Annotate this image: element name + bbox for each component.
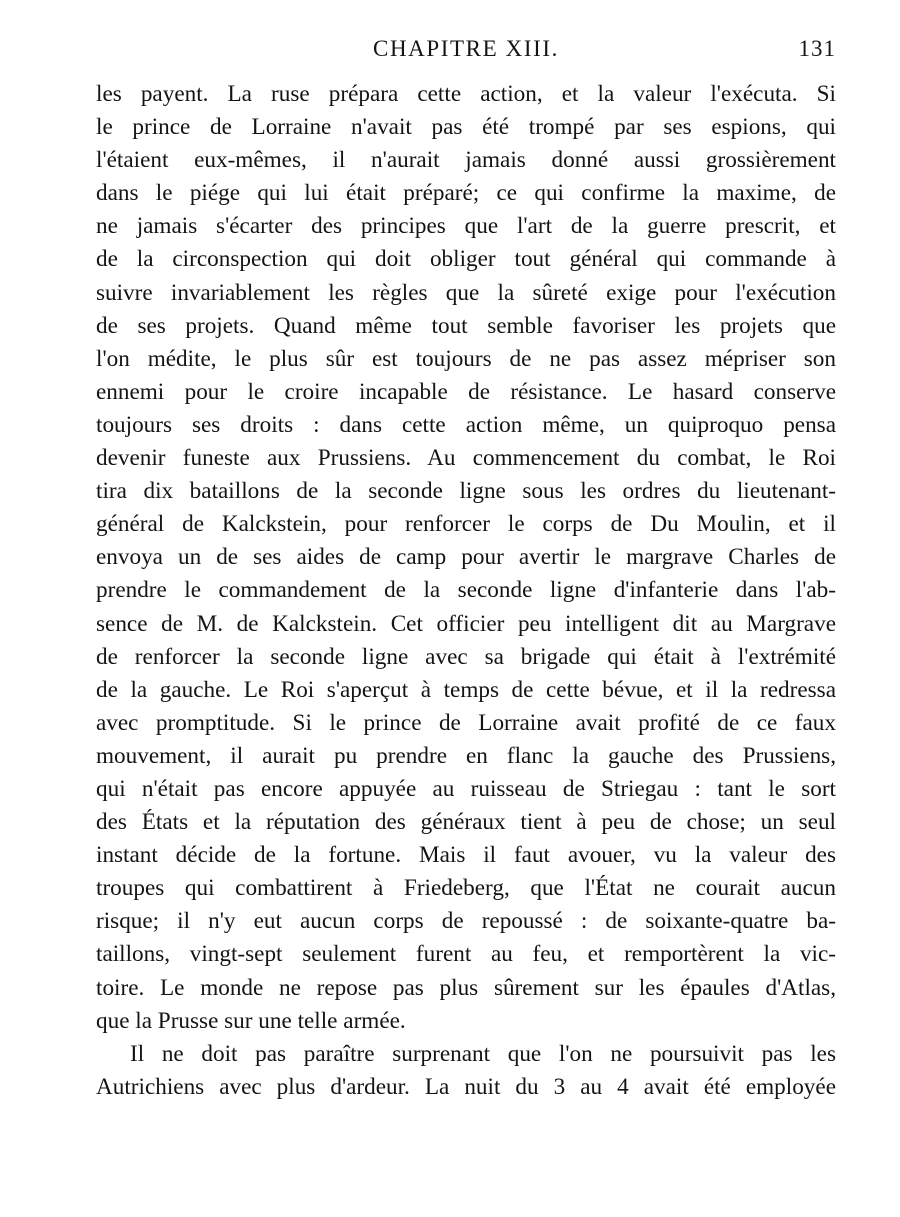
text-line: sence de M. de Kalckstein. Cet officier peu intelligent dit au Margrave — [96, 610, 836, 637]
text-line: de la gauche. Le Roi s'aperçut à temps de cette bévue, et il la redressa — [96, 676, 836, 703]
text-line: toire. Le monde ne repose pas plus sûrement sur les épaules d'Atlas, — [96, 974, 836, 1001]
text-line: troupes qui combattirent à Friedeberg, que l'État ne courait aucun — [96, 875, 836, 902]
text-line: de renforcer la seconde ligne avec sa brigade qui était à l'extrémité — [96, 643, 836, 670]
text-line: de ses projets. Quand même tout semble favoriser les projets que — [96, 312, 836, 339]
text-line: tira dix bataillons de la seconde ligne sous les ordres du lieutenant- — [96, 478, 836, 505]
text-line: qui n'était pas encore appuyée au ruisseau de Striegau : tant le sort — [96, 775, 836, 802]
text-line: ennemi pour le croire incapable de résistance. Le hasard conserve — [96, 378, 836, 405]
text-line: envoya un de ses aides de camp pour avertir le margrave Charles de — [96, 544, 836, 571]
running-header — [96, 36, 836, 66]
text-line: l'étaient eux-mêmes, il n'aurait jamais donné aussi grossièrement — [96, 147, 836, 174]
text-line: instant décide de la fortune. Mais il faut avouer, vu la valeur des — [96, 842, 836, 869]
text-line: des États et la réputation des généraux tient à peu de chose; un seul — [96, 809, 836, 836]
text-line: les payent. La ruse prépara cette action, et la valeur l'exécuta. Si — [96, 81, 836, 107]
page-number: 131 — [798, 36, 836, 61]
text-line: toujours ses droits : dans cette action même, un quiproquo pensa — [96, 411, 836, 438]
text-line: que la Prusse sur une telle armée. — [96, 1007, 406, 1034]
text-line: ne jamais s'écarter des principes que l'art de la guerre prescrit, et — [96, 213, 836, 240]
text-line: devenir funeste aux Prussiens. Au commencement du combat, le Roi — [96, 445, 836, 472]
chapter-title: CHAPITRE XIII. — [373, 36, 559, 61]
text-line: avec promptitude. Si le prince de Lorraine avait profité de ce faux — [96, 709, 836, 736]
text-line: général de Kalckstein, pour renforcer le corps de Du Moulin, et il — [96, 511, 836, 538]
text-line: risque; il n'y eut aucun corps de repoussé : de soixante-quatre ba- — [96, 908, 836, 935]
text-line: le prince de Lorraine n'avait pas été trompé par ses espions, qui — [96, 114, 836, 141]
paragraph-2 — [96, 1038, 836, 1104]
text-line: de la circonspection qui doit obliger tout général qui commande à — [96, 246, 836, 273]
text-line: dans le piége qui lui était préparé; ce qui confirme la maxime, de — [96, 180, 836, 207]
text-line: mouvement, il aurait pu prendre en flanc la gauche des Prussiens, — [96, 742, 836, 769]
body-text — [96, 78, 836, 1104]
text-line: suivre invariablement les règles que la sûreté exige pour l'exécution — [96, 279, 836, 306]
paragraph-1 — [96, 78, 836, 1038]
text-line: prendre le commandement de la seconde ligne d'infanterie dans l'ab- — [96, 577, 836, 604]
text-line: Il ne doit pas paraître surprenant que l'on ne poursuivit pas les — [130, 1040, 836, 1067]
text-line: l'on médite, le plus sûr est toujours de ne pas assez mépriser son — [96, 345, 836, 372]
text-line: Autrichiens avec plus d'ardeur. La nuit du 3 au 4 avait été employée — [96, 1073, 836, 1100]
text-line: taillons, vingt-sept seulement furent au feu, et remportèrent la vic- — [96, 941, 836, 968]
